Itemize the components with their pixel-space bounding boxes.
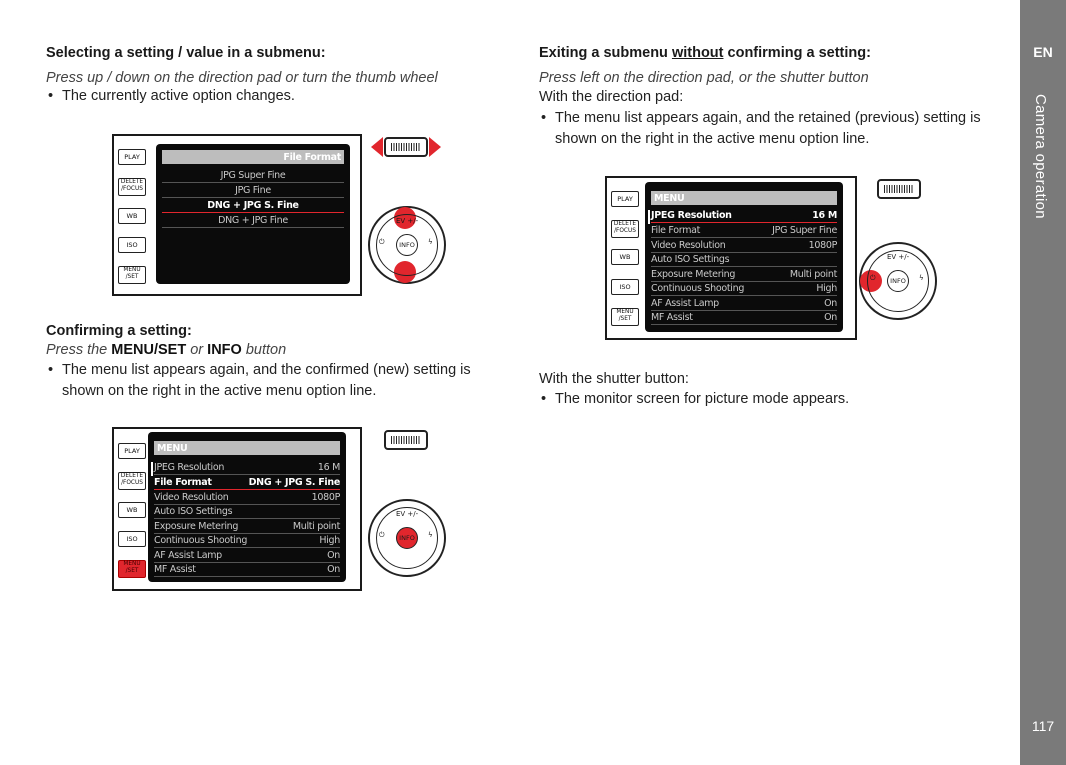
menu-row[interactable] — [651, 296, 837, 311]
row-value: On — [327, 549, 340, 561]
thumb-wheel-icon[interactable] — [384, 137, 428, 157]
wb-button[interactable]: WB — [611, 249, 639, 265]
row-value: On — [824, 297, 837, 309]
focus-label: /FOCUS — [614, 228, 636, 234]
page-number: 117 — [1031, 718, 1055, 734]
active-marker — [151, 462, 153, 476]
bullet-retained: • The menu list appears again, and the retained (previous) setting is shown on the right in the active menu option line. — [539, 108, 999, 150]
direction-pad[interactable] — [859, 242, 937, 320]
thumb-wheel-icon[interactable] — [877, 179, 921, 199]
delete-label: DELETE — [120, 179, 144, 185]
set-label: /SET — [125, 274, 139, 280]
key-menu-set: MENU/SET — [111, 342, 187, 358]
option-row-active[interactable]: DNG + JPG S. Fine — [162, 198, 344, 213]
figure-confirmed — [112, 427, 452, 593]
figure-submenu — [112, 134, 452, 296]
delete-focus-button[interactable] — [611, 220, 639, 238]
menu-label: MENU — [123, 561, 141, 567]
exit-post: confirming a setting: — [727, 45, 871, 61]
menu-row[interactable] — [651, 238, 837, 253]
delete-focus-button[interactable] — [118, 178, 146, 196]
shutter-section — [539, 371, 999, 410]
row-label: AF Assist Lamp — [154, 549, 222, 561]
ev-label: EV +/- — [396, 510, 419, 518]
iso-button[interactable]: ISO — [118, 237, 146, 253]
row-label: Auto ISO Settings — [154, 505, 233, 517]
play-button[interactable]: PLAY — [118, 443, 146, 459]
play-button[interactable]: PLAY — [611, 191, 639, 207]
option-row[interactable]: JPG Fine — [162, 183, 344, 198]
menu-row[interactable] — [154, 562, 340, 577]
bullet-confirmed: • The menu list appears again, and the confirmed (new) setting is shown on the right in the active menu option line. — [46, 360, 496, 402]
row-label: Continuous Shooting — [154, 534, 248, 546]
play-button[interactable]: PLAY — [118, 149, 146, 165]
row-label: Video Resolution — [154, 491, 229, 503]
menu-row[interactable] — [651, 310, 837, 325]
delete-label: DELETE — [613, 221, 637, 227]
row-value: High — [816, 282, 837, 294]
focus-label: /FOCUS — [121, 480, 143, 486]
power-icon: ⏻ — [870, 274, 876, 282]
row-label: Exposure Metering — [154, 520, 239, 532]
row-value: 1080P — [808, 239, 837, 251]
row-label: AF Assist Lamp — [651, 297, 719, 309]
option-row[interactable]: JPG Super Fine — [162, 168, 344, 183]
row-label: JPEG Resolution — [154, 461, 225, 473]
instr-post: button — [245, 342, 287, 358]
menu-row[interactable] — [154, 548, 340, 563]
heading-select-setting: Selecting a setting / value in a submenu: — [46, 45, 326, 61]
ev-label: EV +/- — [887, 253, 910, 261]
with-direction-pad: With the direction pad: — [539, 89, 684, 105]
language-tab: EN — [1033, 44, 1053, 60]
set-label: /SET — [618, 316, 632, 322]
exit-without: without — [671, 45, 724, 61]
figure-exit — [605, 176, 950, 342]
right-column — [539, 45, 999, 150]
info-button[interactable]: INFO — [887, 270, 909, 292]
instruction-select: Press up / down on the direction pad or turn the thumb wheel — [46, 70, 438, 86]
row-value: 16 M — [317, 461, 340, 473]
row-value: On — [327, 563, 340, 575]
row-label: Video Resolution — [651, 239, 726, 251]
option-row[interactable]: DNG + JPG Fine — [162, 213, 344, 228]
heading-exit — [539, 45, 999, 61]
right-arrow-icon — [429, 137, 441, 157]
heading-confirm: Confirming a setting: — [46, 323, 192, 339]
active-marker — [648, 210, 650, 224]
menu-row[interactable] — [154, 490, 340, 505]
ev-label: EV +/- — [396, 217, 419, 225]
wb-button[interactable]: WB — [118, 502, 146, 518]
row-value: 16 M — [812, 209, 837, 221]
power-icon: ⏻ — [379, 531, 385, 539]
with-shutter: With the shutter button: — [539, 371, 689, 387]
iso-button[interactable]: ISO — [118, 531, 146, 547]
wb-button[interactable]: WB — [118, 208, 146, 224]
exit-pre: Exiting a submenu — [539, 45, 668, 61]
thumb-wheel-icon[interactable] — [384, 430, 428, 450]
row-label: Exposure Metering — [651, 268, 736, 280]
menu-header: MENU — [651, 191, 837, 205]
menu-row[interactable] — [154, 460, 340, 475]
menu-label: MENU — [123, 267, 141, 273]
menu-row[interactable] — [154, 504, 340, 519]
chapter-sidebar — [1020, 0, 1066, 765]
delete-label: DELETE — [120, 473, 144, 479]
menu-row[interactable] — [651, 267, 837, 282]
menu-set-button[interactable] — [611, 308, 639, 326]
monitor-screen — [156, 144, 350, 284]
bullet-active-option: • The currently active option changes. — [46, 86, 496, 107]
left-column — [46, 45, 496, 107]
row-label: Continuous Shooting — [651, 282, 745, 294]
section-title: Camera operation — [1032, 94, 1049, 219]
menu-set-button[interactable] — [118, 266, 146, 284]
set-label: /SET — [125, 568, 139, 574]
row-label: JPEG Resolution — [651, 209, 732, 221]
row-label: Auto ISO Settings — [651, 253, 730, 265]
row-label: MF Assist — [651, 311, 693, 323]
row-value: DNG + JPG S. Fine — [248, 476, 340, 488]
row-label: MF Assist — [154, 563, 196, 575]
menu-label: MENU — [616, 309, 634, 315]
row-label: File Format — [651, 224, 701, 236]
iso-button[interactable]: ISO — [611, 279, 639, 295]
direction-pad[interactable] — [368, 206, 446, 284]
row-value: JPG Super Fine — [772, 224, 837, 236]
row-value: Multi point — [789, 268, 837, 280]
monitor-screen — [148, 432, 346, 582]
menu-row[interactable] — [154, 519, 340, 534]
delete-focus-button[interactable] — [118, 472, 146, 490]
submenu-header: File Format — [162, 150, 344, 164]
row-value: Multi point — [292, 520, 340, 532]
menu-row[interactable] — [651, 281, 837, 296]
row-value: On — [824, 311, 837, 323]
menu-set-button-pressed[interactable] — [118, 560, 146, 578]
left-arrow-icon — [371, 137, 383, 157]
instr-mid: or — [190, 342, 204, 358]
menu-row[interactable] — [154, 533, 340, 548]
confirm-section — [46, 323, 496, 402]
row-value: High — [319, 534, 340, 546]
instruction-exit: Press left on the direction pad, or the shutter button — [539, 70, 869, 86]
direction-pad[interactable] — [368, 499, 446, 577]
menu-row-active[interactable] — [154, 475, 340, 490]
menu-row[interactable] — [651, 223, 837, 238]
info-button-pressed[interactable]: INFO — [396, 527, 418, 549]
focus-label: /FOCUS — [121, 186, 143, 192]
bullet-monitor: • The monitor screen for picture mode appears. — [539, 389, 999, 410]
key-info: INFO — [207, 342, 242, 358]
menu-header: MENU — [154, 441, 340, 455]
info-button[interactable]: INFO — [396, 234, 418, 256]
row-value: 1080P — [311, 491, 340, 503]
menu-row[interactable] — [651, 252, 837, 267]
flash-icon: ϟ — [428, 238, 433, 246]
flash-icon: ϟ — [919, 274, 924, 282]
instruction-confirm — [46, 342, 496, 358]
row-label: File Format — [154, 476, 212, 488]
instr-pre: Press the — [46, 342, 108, 358]
power-icon: ⏻ — [379, 238, 385, 246]
monitor-screen — [645, 182, 843, 332]
flash-icon: ϟ — [428, 531, 433, 539]
menu-row-active[interactable] — [651, 208, 837, 223]
